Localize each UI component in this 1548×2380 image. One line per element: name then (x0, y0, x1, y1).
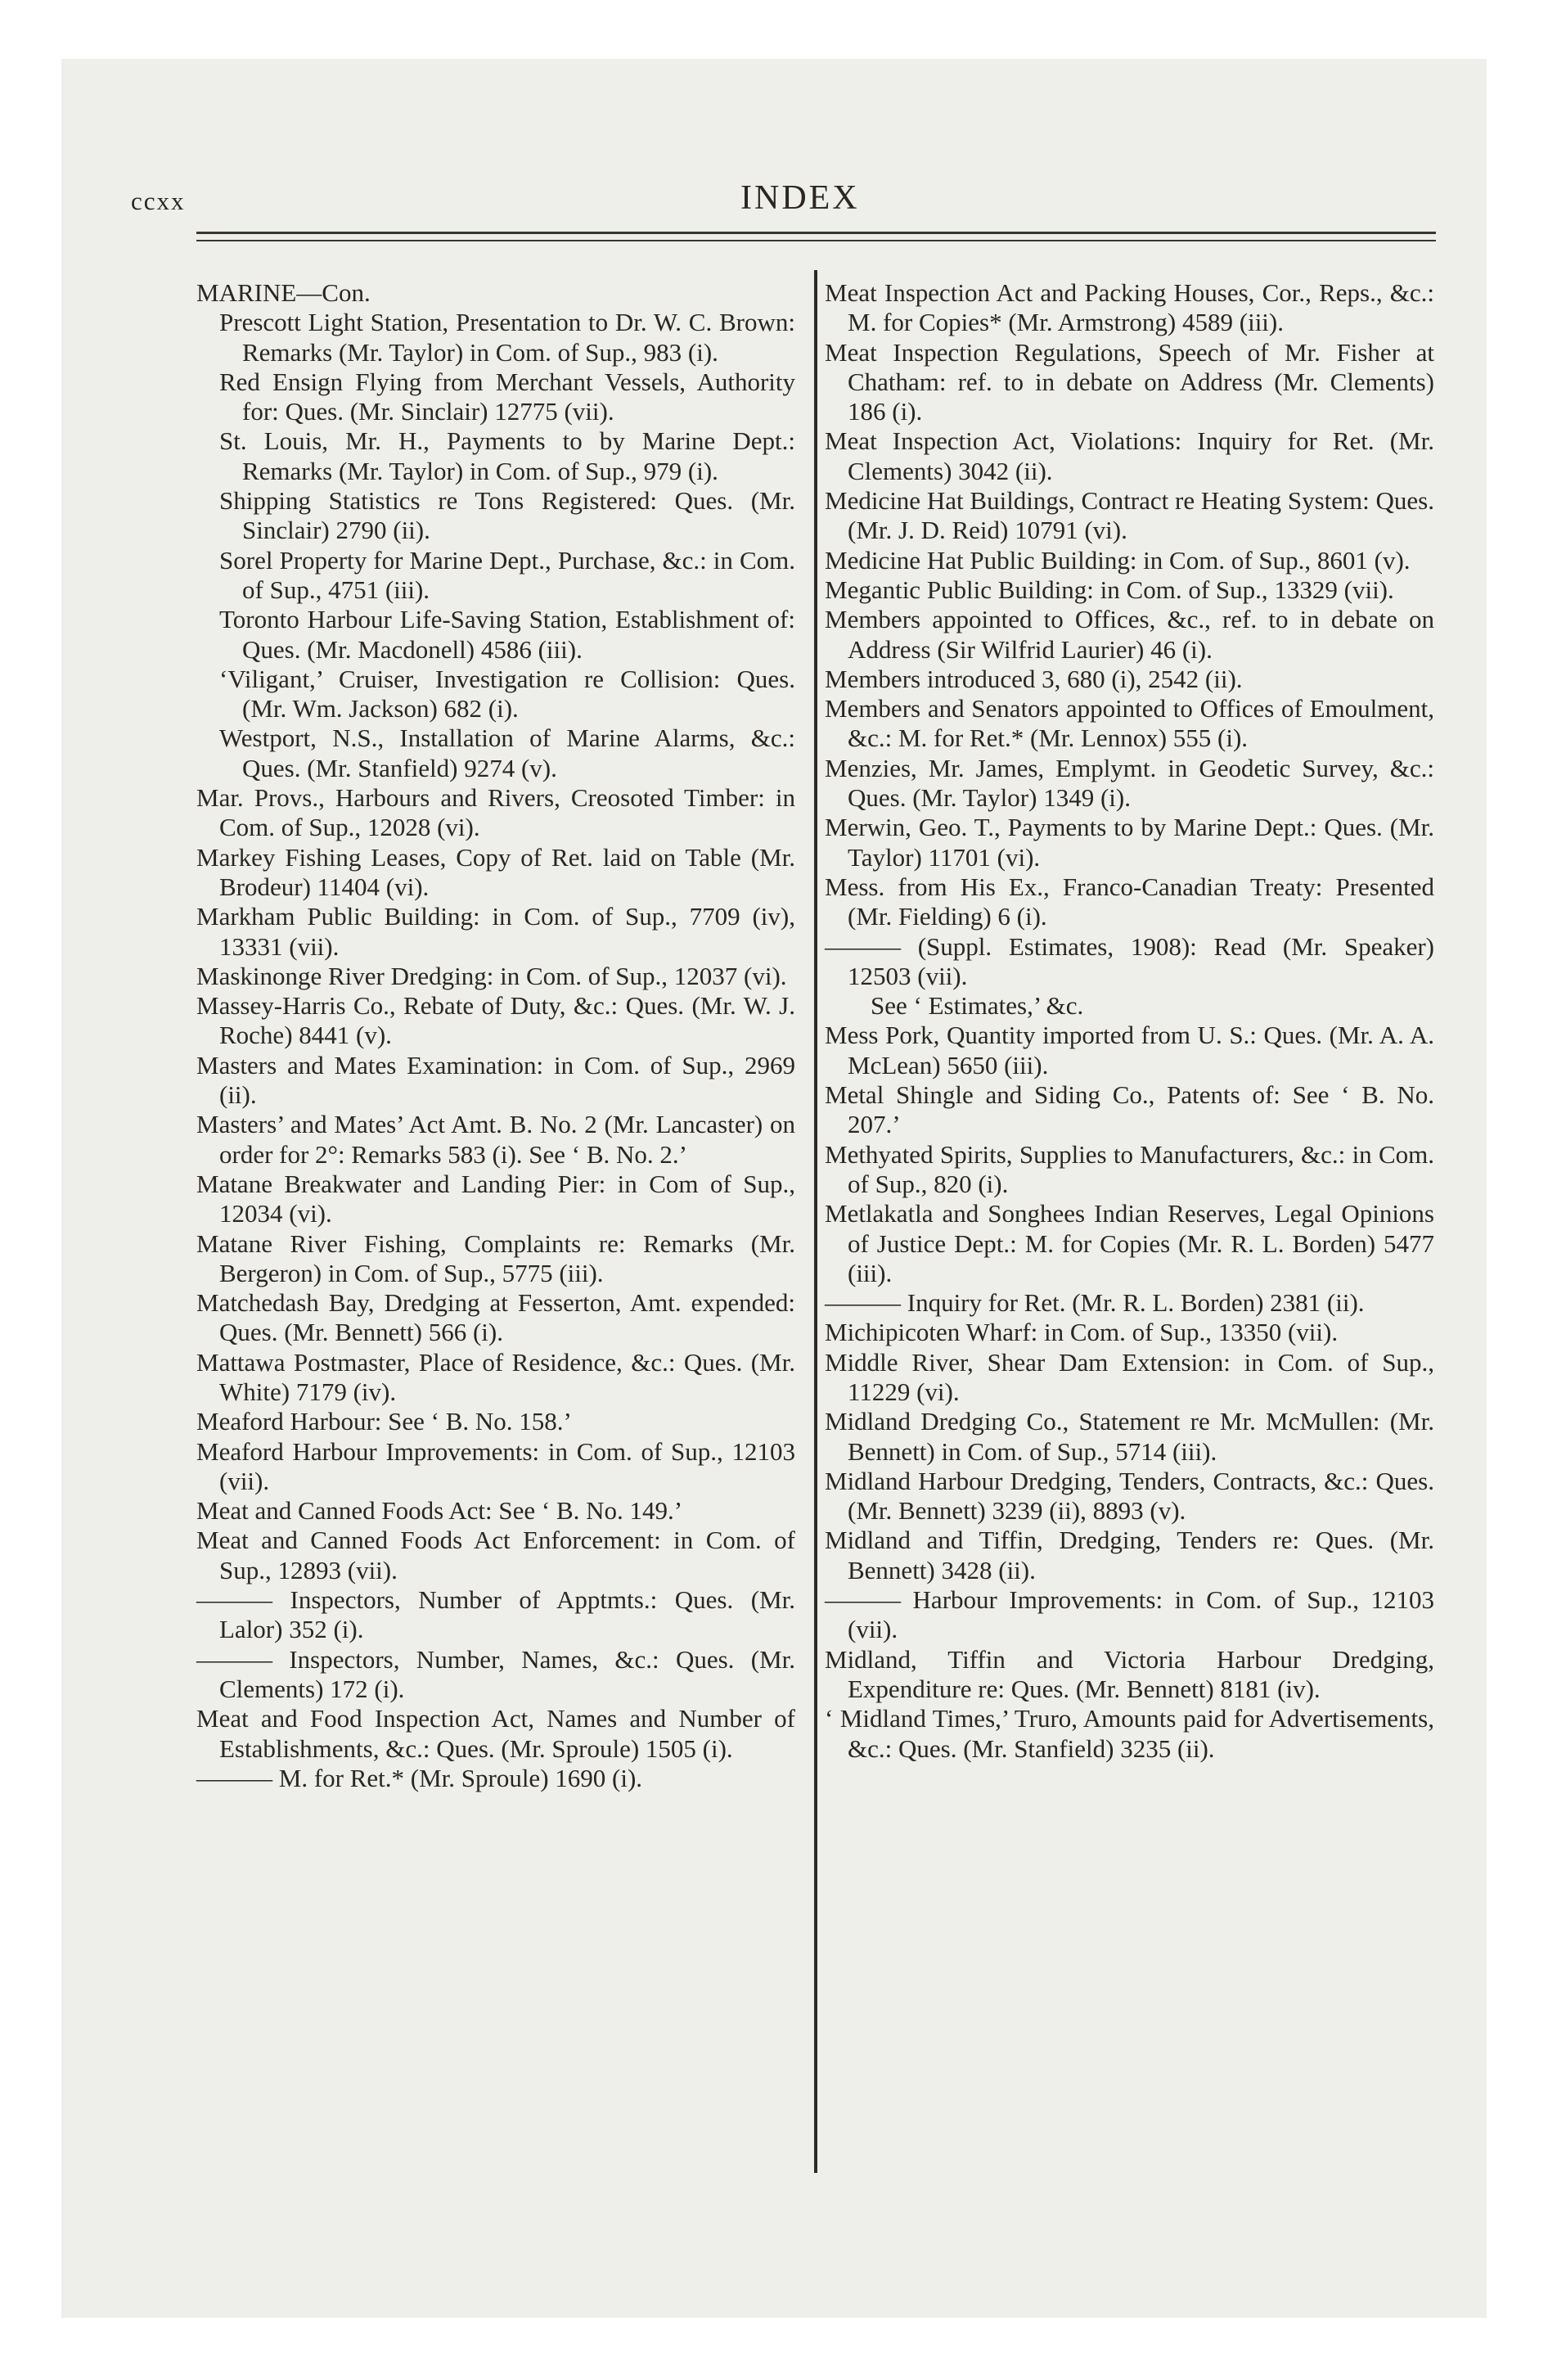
index-entry: Matane River Fishing, Complaints re: Remarks (Mr. Bergeron) in Com. of Sup., 5775 (iii). (196, 1228, 795, 1287)
index-entry: Merwin, Geo. T., Payments to by Marine Dept.: Ques. (Mr. Taylor) 11701 (vi). (825, 813, 1434, 872)
index-entry: Westport, N.S., Installation of Marine Alarms, &c.: Ques. (Mr. Stanfield) 9274 (v). (219, 723, 795, 782)
page-number: ccxx (131, 187, 186, 215)
index-entry: ——— Inspectors, Number, Names, &c.: Ques. (Mr. Clements) 172 (i). (196, 1644, 795, 1703)
index-entry: Medicine Hat Buildings, Contract re Heating System: Ques. (Mr. J. D. Reid) 10791 (vi). (825, 486, 1434, 545)
index-entry: Medicine Hat Public Building: in Com. of Sup., 8601 (v). (825, 545, 1411, 575)
index-entry: Menzies, Mr. James, Emplymt. in Geodetic Survey, &c.: Ques. (Mr. Taylor) 1349 (i). (825, 753, 1434, 813)
section-heading: MARINE—Con. (196, 278, 371, 307)
index-entry: Metal Shingle and Siding Co., Patents of: See ‘ B. No. 207.’ (825, 1080, 1434, 1139)
index-entry: ——— Inquiry for Ret. (Mr. R. L. Borden) 2381 (ii). (825, 1288, 1365, 1318)
header-rule-thick (196, 232, 1436, 234)
index-entry: Mess. from His Ex., Franco-Canadian Treaty: Presented (Mr. Fielding) 6 (i). (825, 872, 1434, 931)
index-entry: Mess Pork, Quantity imported from U. S.: Ques. (Mr. A. A. McLean) 5650 (iii). (825, 1021, 1434, 1080)
index-entry: Markham Public Building: in Com. of Sup., 7709 (iv), 13331 (vii). (196, 902, 795, 961)
index-entry: Members and Senators appointed to Offices of Emoulment, &c.: M. for Ret.* (Mr. Lennox) 555 (i). (825, 694, 1434, 753)
index-entry: Meat Inspection Act and Packing Houses, Cor., Reps., &c.: M. for Copies* (Mr. Armstrong) 4589 (iii). (825, 278, 1434, 337)
index-entry: Maskinonge River Dredging: in Com. of Sup., 12037 (vi). (196, 961, 787, 990)
index-entry: Michipicoten Wharf: in Com. of Sup., 13350 (vii). (825, 1318, 1339, 1347)
index-entry: Middle River, Shear Dam Extension: in Com. of Sup., 11229 (vi). (825, 1347, 1434, 1406)
index-entry: See ‘ Estimates,’ &c. (871, 991, 1084, 1021)
index-entry: Metlakatla and Songhees Indian Reserves, Legal Opinions of Justice Dept.: M. for Copies (Mr. R. L. Borden) 5477 (iii). (825, 1199, 1434, 1287)
index-entry: ——— M. for Ret.* (Mr. Sproule) 1690 (i). (196, 1763, 643, 1792)
index-entry: Toronto Harbour Life-Saving Station, Establishment of: Ques. (Mr. Macdonell) 4586 (iii). (219, 605, 795, 664)
index-entry: Massey-Harris Co., Rebate of Duty, &c.: Ques. (Mr. W. J. Roche) 8441 (v). (196, 991, 795, 1050)
index-column-right (825, 278, 1434, 1764)
index-entry: Red Ensign Flying from Merchant Vessels, Authority for: Ques. (Mr. Sinclair) 12775 (vii). (219, 367, 795, 426)
index-entry: ‘Viligant,’ Cruiser, Investigation re Collision: Ques. (Mr. Wm. Jackson) 682 (i). (219, 664, 795, 723)
index-entry: Mar. Provs., Harbours and Rivers, Creosoted Timber: in Com. of Sup., 12028 (vi). (196, 783, 795, 842)
index-column-left (196, 278, 795, 1793)
index-entry: Sorel Property for Marine Dept., Purchase, &c.: in Com. of Sup., 4751 (iii). (219, 545, 795, 604)
index-entry: Markey Fishing Leases, Copy of Ret. laid on Table (Mr. Brodeur) 11404 (vi). (196, 842, 795, 901)
index-entry: Members appointed to Offices, &c., ref. to in debate on Address (Sir Wilfrid Laurier) 46 (i). (825, 605, 1434, 664)
index-entry: St. Louis, Mr. H., Payments to by Marine Dept.: Remarks (Mr. Taylor) in Com. of Sup., 979 (i). (219, 426, 795, 485)
index-entry: Prescott Light Station, Presentation to Dr. W. C. Brown: Remarks (Mr. Taylor) in Com. of Sup., 983 (i). (219, 308, 795, 367)
index-entry: Meat Inspection Act, Violations: Inquiry for Ret. (Mr. Clements) 3042 (ii). (825, 426, 1434, 485)
index-entry: Meat Inspection Regulations, Speech of Mr. Fisher at Chatham: ref. to in debate on Address (Mr. Clements) 186 (i). (825, 337, 1434, 426)
index-entry: Masters’ and Mates’ Act Amt. B. No. 2 (Mr. Lancaster) on order for 2°: Remarks 583 (i). See ‘ B. No. 2.’ (196, 1110, 795, 1169)
header-rule-thin (196, 240, 1436, 241)
index-entry: Megantic Public Building: in Com. of Sup., 13329 (vii). (825, 575, 1394, 604)
index-entry: Members introduced 3, 680 (i), 2542 (ii). (825, 664, 1243, 693)
index-entry: Midland, Tiffin and Victoria Harbour Dredging, Expenditure re: Ques. (Mr. Bennett) 8181 (iv). (825, 1644, 1434, 1703)
index-entry: Mattawa Postmaster, Place of Residence, &c.: Ques. (Mr. White) 7179 (iv). (196, 1347, 795, 1406)
column-divider (814, 270, 817, 2173)
index-entry: Meat and Food Inspection Act, Names and Number of Establishments, &c.: Ques. (Mr. Sproule) 1505 (i). (196, 1704, 795, 1763)
index-entry: Methyated Spirits, Supplies to Manufacturers, &c.: in Com. of Sup., 820 (i). (825, 1139, 1434, 1198)
index-entry: Shipping Statistics re Tons Registered: Ques. (Mr. Sinclair) 2790 (ii). (219, 486, 795, 545)
index-entry: ——— Harbour Improvements: in Com. of Sup., 12103 (vii). (825, 1585, 1434, 1644)
index-entry: Midland Harbour Dredging, Tenders, Contracts, &c.: Ques. (Mr. Bennett) 3239 (ii), 8893 (v). (825, 1466, 1434, 1526)
index-entry: Masters and Mates Examination: in Com. of Sup., 2969 (ii). (196, 1050, 795, 1110)
index-entry: Midland Dredging Co., Statement re Mr. McMullen: (Mr. Bennett) in Com. of Sup., 5714 (iii). (825, 1407, 1434, 1466)
index-entry: Meaford Harbour Improvements: in Com. of Sup., 12103 (vii). (196, 1436, 795, 1495)
index-entry: Meat and Canned Foods Act Enforcement: in Com. of Sup., 12893 (vii). (196, 1526, 795, 1584)
index-entry: ‘ Midland Times,’ Truro, Amounts paid for Advertisements, &c.: Ques. (Mr. Stanfield) 3235 (ii). (825, 1704, 1434, 1763)
index-entry: ——— (Suppl. Estimates, 1908): Read (Mr. Speaker) 12503 (vii). (825, 931, 1434, 990)
index-entry: Midland and Tiffin, Dredging, Tenders re: Ques. (Mr. Bennett) 3428 (ii). (825, 1526, 1434, 1584)
page-title: INDEX (740, 179, 860, 217)
index-entry: ——— Inspectors, Number of Apptmts.: Ques. (Mr. Lalor) 352 (i). (196, 1585, 795, 1644)
index-entry: Meat and Canned Foods Act: See ‘ B. No. 149.’ (196, 1496, 683, 1526)
index-entry: Matane Breakwater and Landing Pier: in Com of Sup., 12034 (vi). (196, 1169, 795, 1228)
index-entry: Meaford Harbour: See ‘ B. No. 158.’ (196, 1407, 572, 1436)
index-entry: Matchedash Bay, Dredging at Fesserton, Amt. expended: Ques. (Mr. Bennett) 566 (i). (196, 1288, 795, 1347)
